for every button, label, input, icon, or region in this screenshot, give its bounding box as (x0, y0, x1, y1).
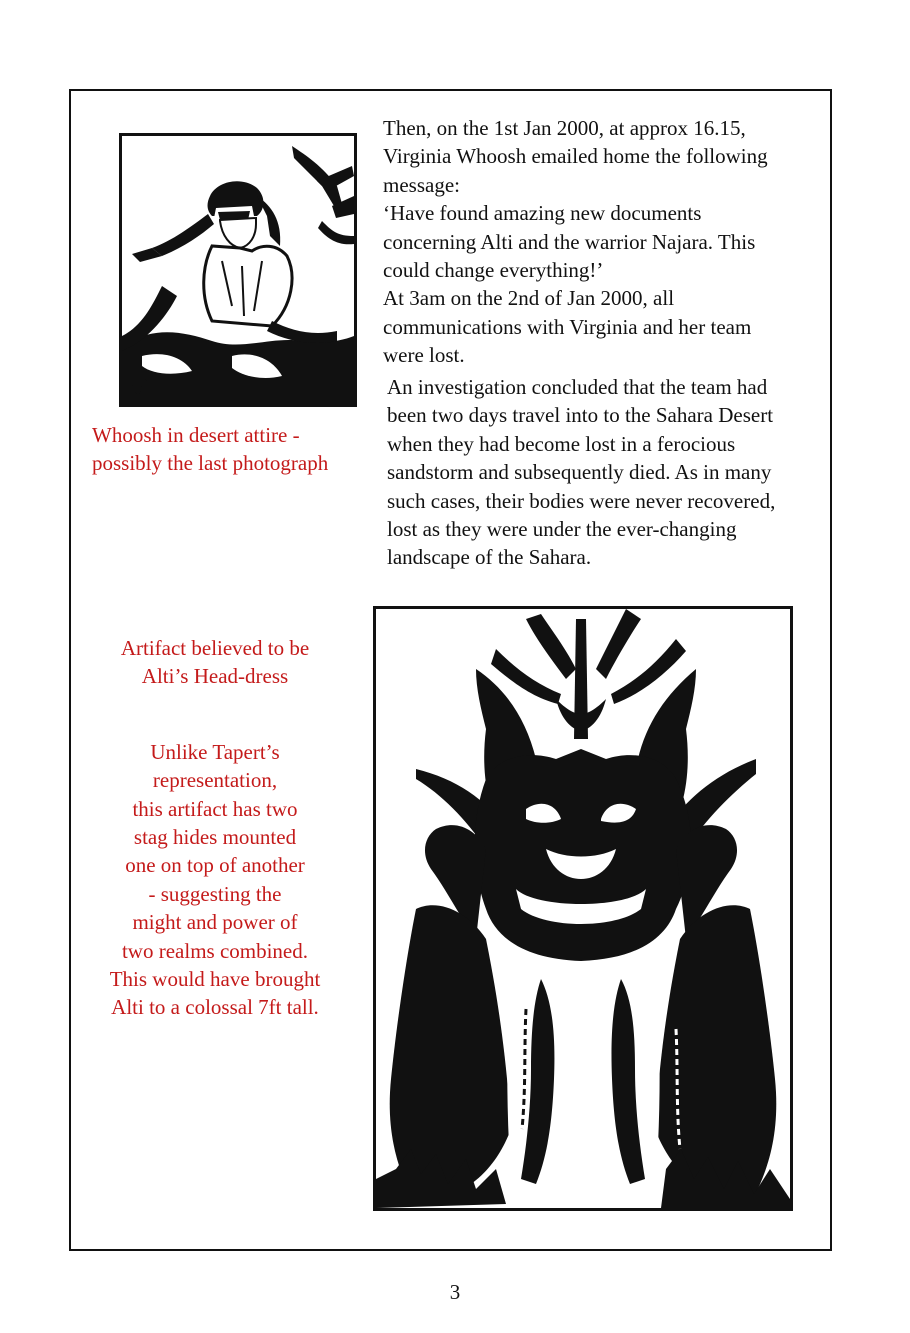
paragraph-investigation (387, 373, 775, 572)
text-line: been two days travel into to the Sahara Desert (387, 403, 774, 428)
artifact-caption (84, 634, 346, 1022)
caption-title-line: Alti’s Head-dress (141, 664, 289, 689)
caption-line: might and power of (132, 910, 298, 935)
headdress-illustration (373, 606, 793, 1211)
whoosh-photograph (119, 133, 357, 407)
whoosh-desert-illustration (122, 136, 354, 404)
text-line: Virginia Whoosh emailed home the following (383, 144, 768, 169)
caption-line: - suggesting the (148, 881, 282, 906)
photo-caption (92, 421, 328, 478)
caption-line: possibly the last photograph (92, 451, 329, 476)
text-line: when they had become lost in a ferocious (387, 431, 736, 456)
headdress-artwork (376, 609, 790, 1208)
caption-line: Unlike Tapert’s (150, 739, 280, 764)
text-line: At 3am on the 2nd of Jan 2000, all (383, 286, 675, 311)
text-line: An investigation concluded that the team had (387, 375, 768, 399)
text-line: ‘Have found amazing new documents (383, 201, 702, 226)
text-line: message: (383, 172, 460, 197)
caption-line: two realms combined. (121, 938, 309, 963)
caption-line: Whoosh in desert attire - (92, 423, 300, 447)
caption-line: This would have brought (109, 967, 321, 992)
text-line: such cases, their bodies were never recovered, (387, 488, 776, 513)
text-line: Then, on the 1st Jan 2000, at approx 16.15, (383, 116, 746, 140)
text-line: could change everything!’ (383, 258, 604, 283)
caption-line: one on top of another (125, 853, 305, 878)
page-number: 3 (449, 1280, 461, 1304)
caption-title-line: Artifact believed to be (120, 636, 310, 660)
text-line: sandstorm and subsequently died. As in many (387, 460, 772, 485)
text-line: concerning Alti and the warrior Najara. This (383, 229, 756, 254)
text-line: were lost. (383, 343, 465, 368)
caption-line: Alti to a colossal 7ft tall. (111, 995, 319, 1020)
caption-line: representation, (152, 768, 278, 793)
paragraph-email-message (383, 114, 768, 370)
text-line: communications with Virginia and her team (383, 314, 752, 339)
caption-line: this artifact has two (132, 796, 298, 821)
text-line: landscape of the Sahara. (387, 545, 592, 570)
text-line: lost as they were under the ever-changing (387, 517, 737, 542)
caption-line: stag hides mounted (133, 825, 297, 850)
